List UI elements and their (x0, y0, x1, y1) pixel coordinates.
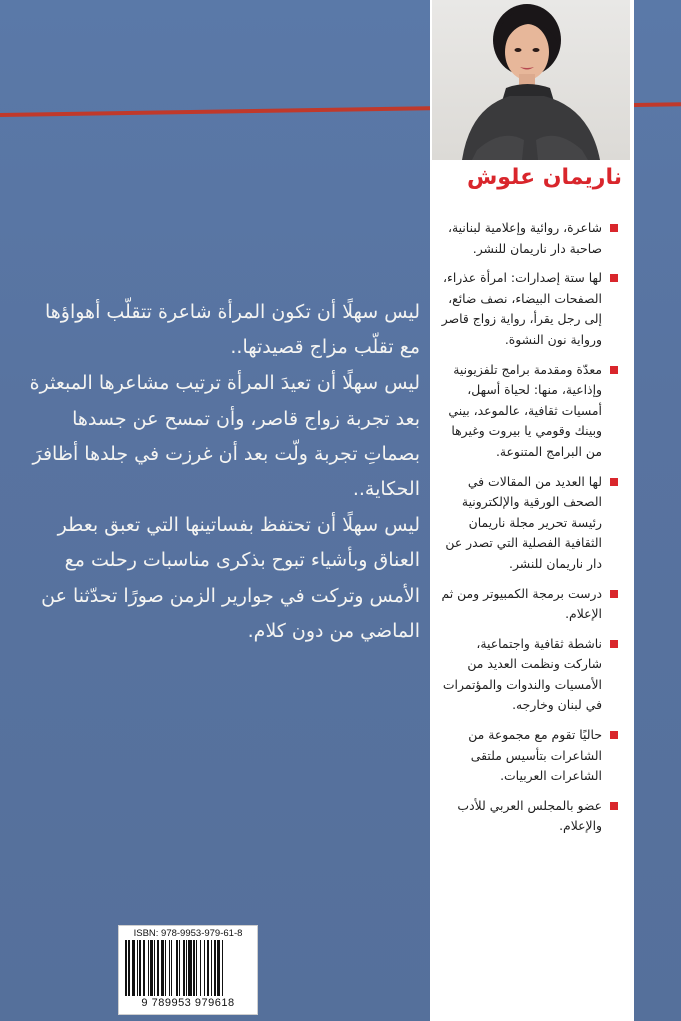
bio-item-text: عضو بالمجلس العربي للأدب والإعلام. (457, 797, 602, 834)
barcode-stripe (161, 940, 164, 996)
barcode-stripe (139, 940, 141, 996)
bullet-square-icon (610, 590, 618, 598)
bio-item-text: لها ستة إصدارات: امرأة عذراء، الصفحات البيضاء، نصف ضائع، إلى رجل يقرأ، رواية زواج قاصر ورواية نون النشوة. (441, 270, 602, 347)
barcode-stripe (222, 940, 223, 996)
bullet-square-icon (610, 224, 618, 232)
bio-item-text: معدّة ومقدمة برامج تلفزيونية وإذاعية، منها: لحياة أسهل، أمسيات ثقافية، عالموعد، بيني وبينك وقومي يا بيروت وغيرها من البرامج المتنوعة. (448, 361, 602, 459)
barcode-stripe (186, 940, 187, 996)
barcode-stripe (217, 940, 220, 996)
barcode-stripe (188, 940, 191, 996)
author-bio-list (436, 218, 618, 846)
bio-item (436, 584, 618, 625)
barcode-stripe (183, 940, 185, 996)
bio-item (436, 634, 618, 716)
barcode-stripe (204, 940, 205, 996)
bio-item (436, 796, 618, 837)
bio-item-text: ناشطة ثقافية واجتماعية، شاركت ونظمت العديد من الأمسيات والندوات والمؤتمرات في لبنان وخارجه. (442, 635, 602, 713)
bio-item-text: درست برمجة الكمبيوتر ومن ثم الإعلام. (441, 585, 602, 622)
barcode-stripe (207, 940, 209, 996)
poem-paragraph-3: ليس سهلًا أن تحتفظ بفساتينها التي تعبق بعطر العناق وبأشياء تبوح بذكرى مناسبات رحلت مع الأمس وتركت في جوارير الزمن صورًا تحدّثنا عن الماضي من دون كلام. (41, 514, 420, 642)
barcode-stripe (143, 940, 144, 996)
barcode-number: 9 789953 979618 (141, 997, 235, 1009)
barcode-bars (125, 940, 251, 996)
poem-paragraph-1: ليس سهلًا أن تكون المرأة شاعرة تتقلّب أهواؤها مع تقلّب مزاج قصيدتها.. (44, 301, 420, 359)
poem-paragraph-2: ليس سهلًا أن تعيدَ المرأة ترتيب مشاعرها المبعثرة بعد تجربة زواج قاصر، وأن تمسح عن جسدها بصماتِ تجربة ولّت بعد أن غرزت في جلدها أظافرَ الحكاية.. (29, 372, 420, 501)
barcode-stripe (132, 940, 135, 996)
bio-item (436, 268, 618, 350)
barcode-stripe (171, 940, 172, 996)
bio-item (436, 725, 618, 787)
barcode-stripe (137, 940, 138, 996)
barcode-stripe (214, 940, 216, 996)
bullet-square-icon (610, 366, 618, 374)
back-cover-text (20, 295, 420, 650)
bio-item-text: لها العديد من المقالات في الصحف الورقية والإلكترونية رئيسة تحرير مجلة ناريمان الثقافية الفصلية التي تصدر عن دار ناريمان للنشر. (445, 473, 602, 571)
isbn-barcode (118, 925, 258, 1015)
bio-item (436, 218, 618, 259)
bio-item (436, 360, 618, 463)
isbn-label: ISBN: 978-9953-979-61-8 (133, 928, 243, 939)
barcode-stripe (154, 940, 155, 996)
bio-item-text: حاليًا تقوم مع مجموعة من الشاعرات بتأسيس ملتقى الشاعرات العربيات. (468, 727, 602, 784)
bullet-square-icon (610, 802, 618, 810)
barcode-stripe (157, 940, 159, 996)
bullet-square-icon (610, 640, 618, 648)
barcode-stripe (150, 940, 152, 996)
bullet-square-icon (610, 731, 618, 739)
barcode-stripe (196, 940, 197, 996)
bio-item (436, 472, 618, 575)
barcode-stripe (148, 940, 149, 996)
author-photo (432, 0, 630, 160)
barcode-stripe (128, 940, 129, 996)
barcode-stripe (125, 940, 127, 996)
bullet-square-icon (610, 274, 618, 282)
barcode-stripe (169, 940, 170, 996)
author-name: ناريمان علوش (466, 165, 622, 190)
barcode-stripe (165, 940, 166, 996)
barcode-stripe (193, 940, 195, 996)
barcode-stripe (179, 940, 180, 996)
barcode-stripe (176, 940, 178, 996)
bio-item-text: شاعرة، روائية وإعلامية لبنانية، صاحبة دار ناريمان للنشر. (447, 220, 602, 256)
barcode-stripe (200, 940, 201, 996)
barcode-stripe (211, 940, 212, 996)
bullet-square-icon (610, 478, 618, 486)
